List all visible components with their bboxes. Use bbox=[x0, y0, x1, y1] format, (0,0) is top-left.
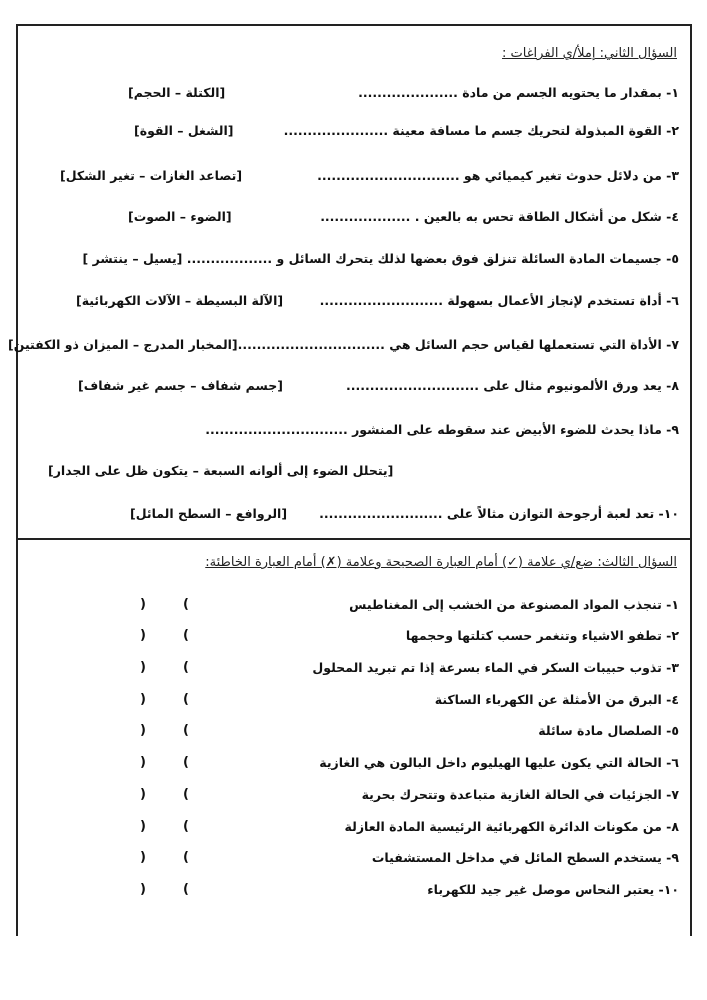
answer-paren-close: ) bbox=[140, 819, 146, 834]
s2-options-4: [الضوء – الصوت] bbox=[128, 209, 232, 224]
answer-paren-close: ) bbox=[140, 723, 146, 738]
s2-question-9: ٩- ماذا يحدث للضوء الأبيض عند سقوطه على المنشور .............................. bbox=[205, 422, 679, 437]
s2-question-3: ٣- من دلائل حدوث تغير كيميائي هو .............................. bbox=[317, 168, 679, 183]
s2-options-6: [الآلة البسيطة – الآلات الكهربائية] bbox=[76, 293, 284, 308]
s2-options-2: [الشغل – القوة] bbox=[134, 123, 234, 138]
section2-heading: السؤال الثاني: إملأ/ي الفراغات : bbox=[502, 46, 677, 61]
answer-paren-open: ( bbox=[183, 628, 189, 643]
answer-paren-close: ) bbox=[140, 692, 146, 707]
s2-options-1: [الكتلة – الحجم] bbox=[128, 85, 226, 100]
answer-paren-close: ) bbox=[140, 628, 146, 643]
answer-paren-open: ( bbox=[183, 882, 189, 897]
answer-paren-open: ( bbox=[183, 597, 189, 612]
answer-paren-open: ( bbox=[183, 692, 189, 707]
s2-options-10: [الروافع – السطح المائل] bbox=[130, 506, 288, 521]
answer-paren-open: ( bbox=[183, 787, 189, 802]
section3-heading: السؤال الثالث: ضع/ي علامة (✓) أمام العبارة الصحيحة وعلامة (✗) أمام العبارة الخاطئة: bbox=[205, 555, 677, 570]
s2-question-4: ٤- شكل من أشكال الطاقة تحس به بالعين . ................... bbox=[320, 209, 679, 224]
s3-statement-7: ٧- الجزئيات في الحالة الغازية متباعدة وتتحرك بحرية bbox=[361, 787, 679, 802]
answer-paren-close: ) bbox=[140, 597, 146, 612]
s2-question-7: ٧- الأداة التي تستعملها لقياس حجم السائل هي ...............................[المخبار المدرج – الميزان ذو الكفتين] bbox=[7, 337, 679, 352]
s2-options-8: [جسم شفاف – جسم غير شفاف] bbox=[78, 378, 283, 393]
answer-paren-open: ( bbox=[183, 755, 189, 770]
answer-paren-close: ) bbox=[140, 850, 146, 865]
s2-question-5: ٥- جسيمات المادة السائلة تنزلق فوق بعضها لذلك يتحرك السائل و .................. [يسيل – ينتشر ] bbox=[82, 251, 679, 266]
answer-paren-open: ( bbox=[183, 660, 189, 675]
answer-paren-close: ) bbox=[140, 882, 146, 897]
s3-statement-10: ١٠- يعتبر النحاس موصل غير جيد للكهرباء bbox=[427, 882, 679, 897]
answer-paren-open: ( bbox=[183, 723, 189, 738]
s3-statement-5: ٥- الصلصال مادة سائلة bbox=[538, 723, 679, 738]
s3-statement-2: ٢- تطفو الاشياء وتنغمر حسب كتلتها وحجمها bbox=[405, 628, 679, 643]
s3-statement-6: ٦- الحالة التي يكون عليها الهيليوم داخل البالون هي الغازية bbox=[319, 755, 679, 770]
s2-question-6: ٦- أداة تستخدم لإنجاز الأعمال بسهولة .......................... bbox=[319, 293, 679, 308]
s3-statement-3: ٣- تذوب حبيبات السكر في الماء بسرعة إذا تم تبريد المحلول bbox=[312, 660, 679, 675]
s2-question-2: ٢- القوة المبذولة لتحريك جسم ما مسافة معينة ...................... bbox=[283, 123, 679, 138]
s2-options-3: [تصاعد الغازات – تغير الشكل] bbox=[60, 168, 243, 183]
s2-options-9: [يتحلل الضوء إلى ألوانه السبعة – يتكون ظل على الجدار] bbox=[48, 463, 394, 478]
s2-question-8: ٨- يعد ورق الألمونيوم مثال على ............................ bbox=[346, 378, 679, 393]
s2-question-10: ١٠- تعد لعبة أرجوحة التوازن مثالاً على .......................... bbox=[319, 506, 679, 521]
answer-paren-close: ) bbox=[140, 787, 146, 802]
s3-statement-8: ٨- من مكونات الدائرة الكهربائية الرئيسية المادة العازلة bbox=[344, 819, 679, 834]
answer-paren-open: ( bbox=[183, 850, 189, 865]
s3-statement-1: ١- تنجذب المواد المصنوعة من الخشب إلى المغناطيس bbox=[349, 597, 679, 612]
s3-statement-4: ٤- البرق من الأمثلة عن الكهرباء الساكنة bbox=[434, 692, 679, 707]
answer-paren-open: ( bbox=[183, 819, 189, 834]
answer-paren-close: ) bbox=[140, 660, 146, 675]
section-divider bbox=[16, 538, 692, 540]
s3-statement-9: ٩- يستخدم السطح المائل في مداخل المستشفيات bbox=[371, 850, 679, 865]
answer-paren-close: ) bbox=[140, 755, 146, 770]
s2-question-1: ١- بمقدار ما يحتويه الجسم من مادة ..................... bbox=[358, 85, 679, 100]
